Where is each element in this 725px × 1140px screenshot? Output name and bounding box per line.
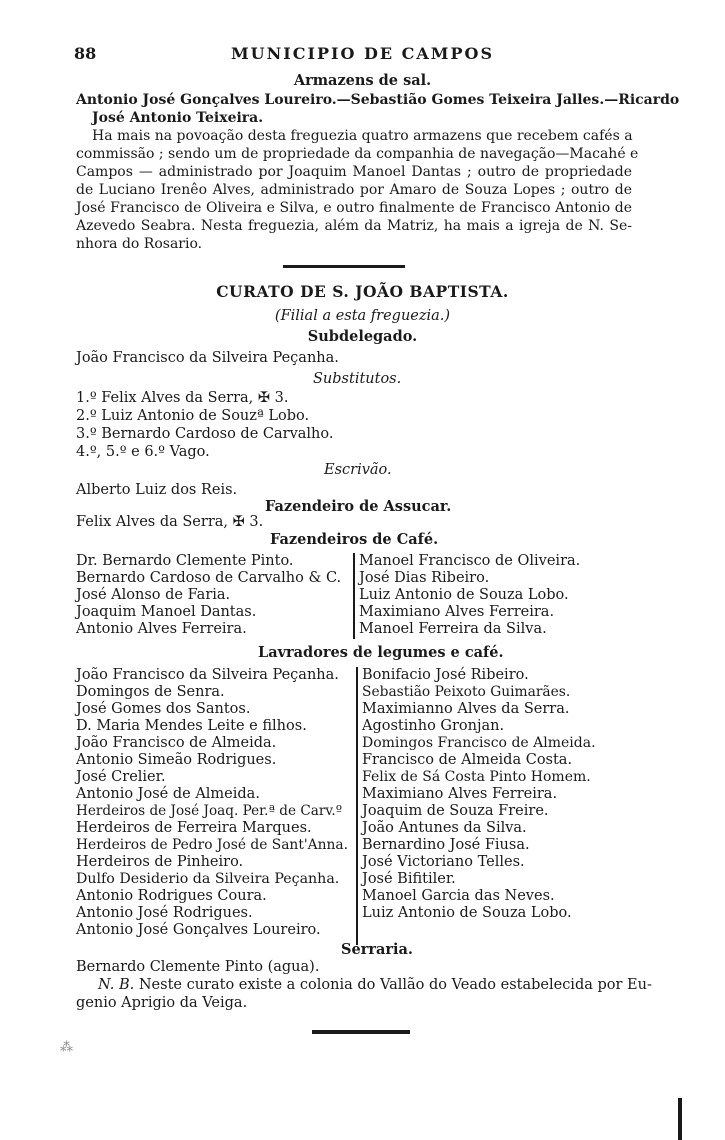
substituto-item: 1.º Felix Alves da Serra, ✠ 3. [76, 390, 289, 406]
lavradores-right-item: Joaquim de Souza Freire. [362, 803, 549, 819]
cafe-right-item: José Dias Ribeiro. [359, 570, 490, 586]
lavradores-right-item: Domingos Francisco de Almeida. [362, 735, 596, 751]
lavradores-right-item: Maximianno Alves da Serra. [362, 701, 570, 717]
escrivao-name: Alberto Luiz dos Reis. [76, 482, 238, 498]
escrivao-heading: Escrivão. [324, 462, 392, 478]
assucar-heading: Fazendeiro de Assucar. [265, 498, 452, 515]
lavradores-left-item: Antonio José de Almeida. [76, 786, 260, 802]
cafe-left-item: Antonio Alves Ferreira. [76, 621, 247, 637]
lavradores-left-item: Antonio Rodrigues Coura. [76, 888, 267, 904]
cafe-heading: Fazendeiros de Café. [270, 531, 439, 548]
lavradores-right-item: Sebastião Peixoto Guimarães. [362, 684, 571, 700]
lavradores-right-item: José Bifitiler. [362, 871, 456, 887]
lavradores-right-item: Francisco de Almeida Costa. [362, 752, 573, 768]
cafe-left-item: Bernardo Cardoso de Carvalho & C. [76, 570, 342, 586]
lavradores-left-item: Herdeiros de José Joaq. Per.ª de Carv.º [76, 803, 343, 819]
page-edge-mark [678, 1098, 682, 1140]
lavradores-right-item: Felix de Sá Costa Pinto Homem. [362, 769, 591, 785]
cafe-right-item: Manoel Francisco de Oliveira. [359, 553, 581, 569]
subdelegado-heading: Subdelegado. [307, 328, 418, 345]
nota-bene-line-2: genio Aprigio da Veiga. [76, 995, 248, 1011]
lavradores-right-item: Maximiano Alves Ferreira. [362, 786, 558, 802]
column-divider [356, 667, 358, 945]
substituto-item: 4.º, 5.º e 6.º Vago. [76, 444, 210, 460]
end-divider [312, 1030, 410, 1034]
lavradores-right-item: Bonifacio José Ribeiro. [362, 667, 529, 683]
armazens-paragraph-line: José Francisco de Oliveira e Silva, e outro finalmente de Francisco Antonio de [76, 200, 632, 216]
curato-subtitle: (Filial a esta freguezia.) [274, 308, 451, 324]
running-title: MUNICIPIO DE CAMPOS [230, 44, 495, 63]
lavradores-left-item: José Gomes dos Santos. [76, 701, 251, 717]
lavradores-right-item: Agostinho Gronjan. [362, 718, 505, 734]
cafe-left-item: José Alonso de Faria. [76, 587, 231, 603]
substituto-item: 2.º Luiz Antonio de Souzª Lobo. [76, 408, 310, 424]
lavradores-left-item: Herdeiros de Ferreira Marques. [76, 820, 312, 836]
assucar-name: Felix Alves da Serra, ✠ 3. [76, 514, 264, 530]
lavradores-left-item: José Crelier. [76, 769, 166, 785]
lavradores-left-item: Antonio Simeão Rodrigues. [76, 752, 277, 768]
cafe-right-item: Maximiano Alves Ferreira. [359, 604, 555, 620]
column-divider [353, 553, 355, 639]
armazens-paragraph-line: commissão ; sendo um de propriedade da companhia de navegação—Macahé e [76, 146, 639, 162]
cafe-left-item: Dr. Bernardo Clemente Pinto. [76, 553, 294, 569]
cafe-right-item: Manoel Ferreira da Silva. [359, 621, 547, 637]
armazens-paragraph-line: de Luciano Irenêo Alves, administrado por Amaro de Souza Lopes ; outro de [76, 182, 632, 198]
armazens-line-1: Antonio José Gonçalves Loureiro.—Sebastião Gomes Teixeira Jalles.—Ricardo [76, 92, 680, 108]
lavradores-right-item: João Antunes da Silva. [362, 820, 527, 836]
serraria-heading: Serraria. [341, 941, 413, 958]
lavradores-left-item: Herdeiros de Pedro José de Sant'Anna. [76, 837, 348, 853]
section-divider [283, 265, 405, 268]
curato-title: CURATO DE S. JOÃO BAPTISTA. [216, 282, 509, 301]
lavradores-heading: Lavradores de legumes e café. [258, 644, 504, 661]
lavradores-left-item: João Francisco da Silveira Peçanha. [76, 667, 339, 683]
armazens-paragraph-line: Ha mais na povoação desta freguezia quatro armazens que recebem cafés a [92, 128, 633, 144]
cafe-left-item: Joaquim Manoel Dantas. [76, 604, 257, 620]
lavradores-left-item: Antonio José Rodrigues. [76, 905, 253, 921]
lavradores-right-item: Luiz Antonio de Souza Lobo. [362, 905, 572, 921]
lavradores-right-item: José Victoriano Telles. [362, 854, 525, 870]
lavradores-left-item: D. Maria Mendes Leite e filhos. [76, 718, 307, 734]
lavradores-left-item: João Francisco de Almeida. [76, 735, 277, 751]
substitutos-heading: Substitutos. [313, 371, 402, 387]
lavradores-left-item: Antonio José Gonçalves Loureiro. [76, 922, 321, 938]
armazens-paragraph-line: Campos — administrado por Joaquim Manoel Dantas ; outro de propriedade [76, 164, 632, 180]
ink-smudge: ⁂ [60, 1040, 73, 1055]
lavradores-right-item: Manoel Garcia das Neves. [362, 888, 555, 904]
page-number: 88 [74, 44, 97, 63]
lavradores-left-item: Dulfo Desiderio da Silveira Peçanha. [76, 871, 340, 887]
subdelegado-name: João Francisco da Silveira Peçanha. [76, 350, 339, 366]
lavradores-left-item: Domingos de Senra. [76, 684, 225, 700]
nota-bene-label: N. B. [98, 977, 135, 993]
lavradores-right-item: Bernardino José Fiusa. [362, 837, 530, 853]
nota-bene-line-1 [98, 976, 652, 994]
lavradores-left-item: Herdeiros de Pinheiro. [76, 854, 244, 870]
armazens-heading: Armazens de sal. [293, 72, 432, 89]
cafe-right-item: Luiz Antonio de Souza Lobo. [359, 587, 569, 603]
armazens-paragraph-line: Azevedo Seabra. Nesta freguezia, além da Matriz, ha mais a igreja de N. Se- [76, 218, 632, 234]
substituto-item: 3.º Bernardo Cardoso de Carvalho. [76, 426, 334, 442]
serraria-name: Bernardo Clemente Pinto (agua). [76, 959, 320, 975]
nota-bene-text: Neste curato existe a colonia do Vallão do Veado estabelecida por Eu- [138, 977, 652, 993]
armazens-paragraph-line: nhora do Rosario. [76, 236, 203, 252]
armazens-line-2: José Antonio Teixeira. [92, 110, 264, 126]
